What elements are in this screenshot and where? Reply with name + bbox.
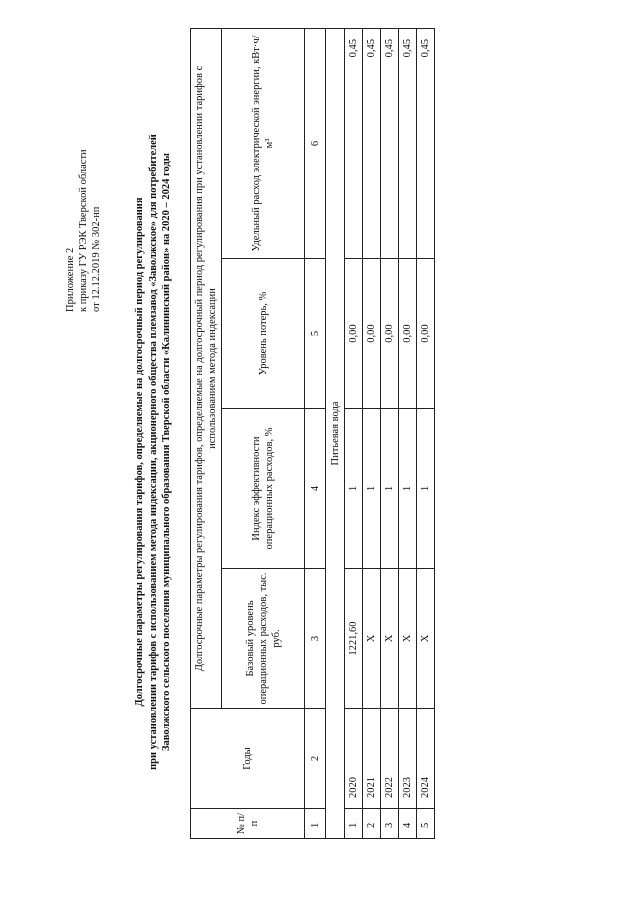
row-loss-level: 0,00 [417,259,435,409]
row-energy: 0,45 [399,28,417,258]
table-row [381,28,399,838]
column-number: 5 [305,259,326,409]
header-base-level: Базовый уровень операционных расходов, тыс. руб. [222,569,305,709]
table-row [417,28,435,838]
row-number: 3 [381,809,399,839]
row-number: 5 [417,809,435,839]
appendix-line-2: к приказу ГУ РЭК Тверской области [78,149,89,312]
appendix-note [64,102,103,312]
column-number: 2 [305,709,326,809]
row-number: 2 [363,809,381,839]
document-heading [133,0,174,904]
row-number: 1 [345,809,363,839]
table-row [363,28,381,838]
heading-line-1: Долгосрочные параметры регулирования тарифов, определяемые на долгосрочный период регулирования [134,197,145,707]
appendix-line-1: Приложение 2 [65,247,76,312]
row-loss-level: 0,00 [363,259,381,409]
column-numbering-row [305,28,326,838]
header-group: Долгосрочные параметры регулирования тарифов, определяемые на долгосрочный период регулирования при установлении тарифов с использованием метода индексации [191,28,222,708]
row-year: 2024 [417,709,435,809]
header-energy-consumption: Удельный расход электрической энергии, кВт·ч/м³ [222,28,305,258]
row-year: 2022 [381,709,399,809]
row-loss-level: 0,00 [399,259,417,409]
row-energy: 0,45 [363,28,381,258]
tariff-parameters-table [190,28,435,839]
row-number: 4 [399,809,417,839]
table-row [345,28,363,838]
row-base-level: 1221,60 [345,569,363,709]
header-years: Годы [191,709,305,809]
row-efficiency-index: 1 [381,409,399,569]
row-base-level: Х [381,569,399,709]
row-efficiency-index: 1 [399,409,417,569]
column-number: 3 [305,569,326,709]
column-number: 1 [305,809,326,839]
row-efficiency-index: 1 [417,409,435,569]
row-base-level: Х [417,569,435,709]
row-base-level: Х [363,569,381,709]
column-number: 4 [305,409,326,569]
row-year: 2020 [345,709,363,809]
section-title: Питьевая вода [326,28,345,838]
row-energy: 0,45 [417,28,435,258]
row-year: 2023 [399,709,417,809]
row-loss-level: 0,00 [381,259,399,409]
column-number: 6 [305,28,326,258]
row-energy: 0,45 [345,28,363,258]
row-energy: 0,45 [381,28,399,258]
header-loss-level: Уровень потерь, % [222,259,305,409]
row-year: 2021 [363,709,381,809]
heading-line-2: при установлении тарифов с использованием метода индексации, акционерного общества племзавод «Заволжское» для потребителей [147,134,159,770]
table-row [399,28,417,838]
header-number: № п/п [191,809,305,839]
heading-line-3: Заволжского сельского поселения муниципального образования Тверской области «Калининский район» на 2020 – 2024 годы [161,153,172,751]
appendix-line-3: от 12.12.2019 № 302-нп [91,206,102,312]
header-efficiency-index: Индекс эффективности операционных расходов, % [222,409,305,569]
row-loss-level: 0,00 [345,259,363,409]
row-base-level: Х [399,569,417,709]
row-efficiency-index: 1 [345,409,363,569]
row-efficiency-index: 1 [363,409,381,569]
